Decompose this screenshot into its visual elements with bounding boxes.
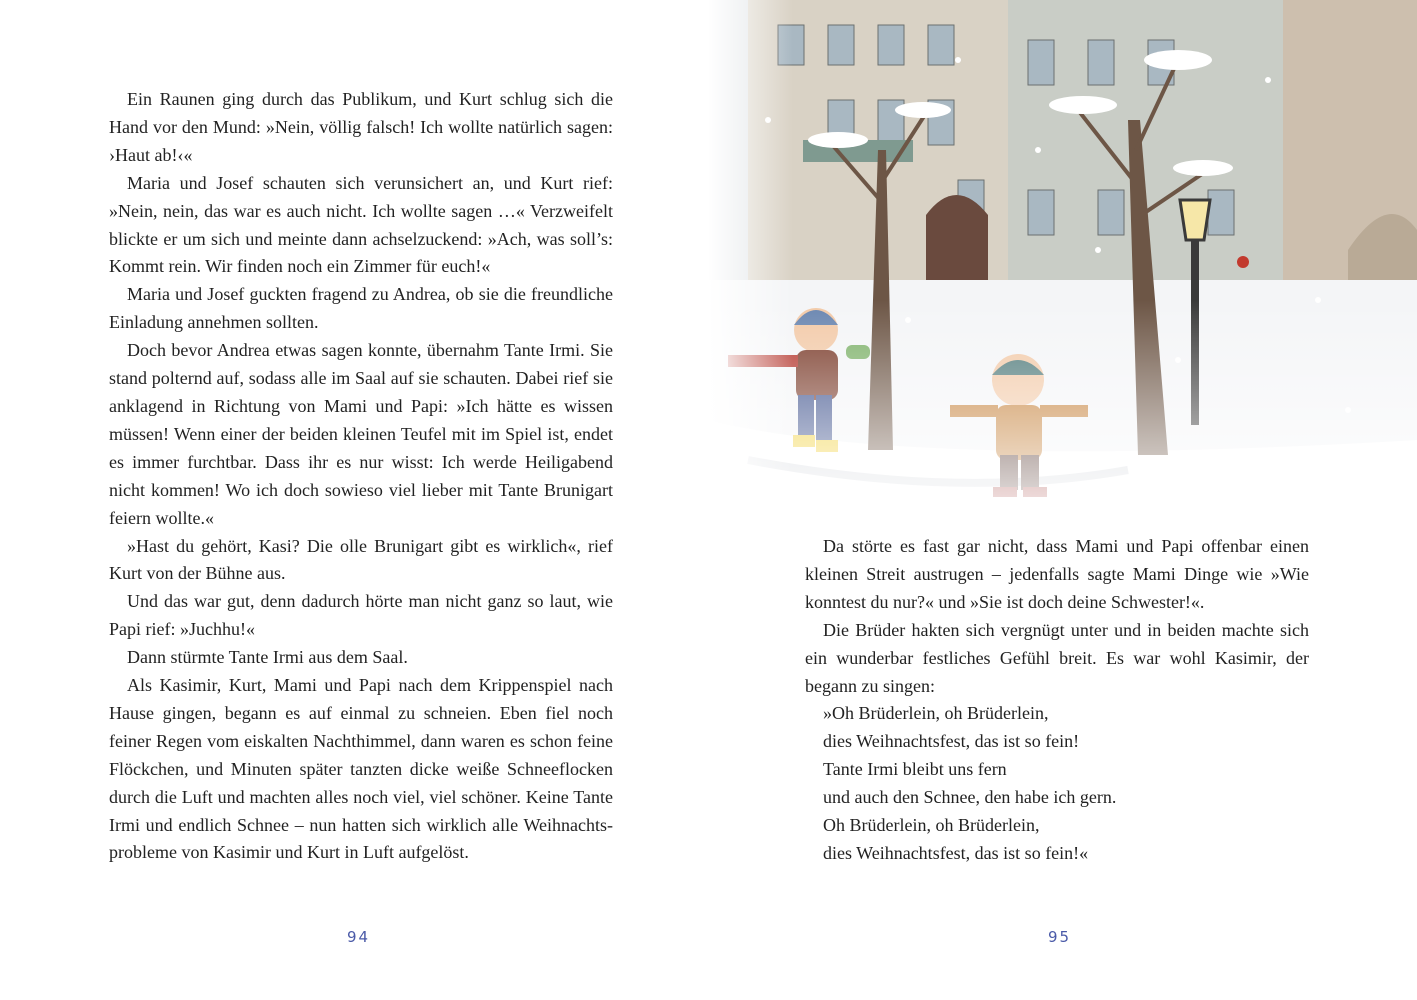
left-page-text: [109, 86, 613, 867]
paragraph: Doch bevor Andrea etwas sagen konnte, übernahm Tante Irmi. Sie stand polternd auf, sodass alle im Saal auf sie schauten. Dabei rief sie anklagend in Richtung von Mami und Papi: »Ich hätte es wissen müssen! Wenn einer der beiden kleinen Teufel mit im Spiel ist, endet es immer furchtbar. Dass ihr es nur wisst: Ich werde Heiligabend nicht kommen! Wo ich doch sowieso viel lieber mit Tante Brunigart feiern wollte.«: [109, 340, 613, 528]
left-page: [0, 0, 708, 1000]
paragraph: Die Brüder hakten sich vergnügt unter und in beiden machte sich ein wunderbar festliches Gefühl breit. Es war wohl Kasimir, der begann zu singen:: [805, 619, 1309, 696]
poem-line: Tante Irmi bleibt uns fern: [823, 759, 1007, 780]
poem-line: und auch den Schnee, den habe ich gern.: [823, 787, 1117, 808]
poem-line: dies Weihnachtsfest, das ist so fein!«: [823, 842, 1089, 863]
paragraph: Dann stürmte Tante Irmi aus dem Saal.: [127, 647, 408, 668]
poem: [805, 700, 1309, 867]
right-page-text: [805, 533, 1309, 868]
right-page: [708, 0, 1417, 1000]
paragraph: »Hast du gehört, Kasi? Die olle Brunigart gibt es wirklich«, rief Kurt von der Bühne aus.: [109, 535, 613, 584]
poem-line: dies Weihnachtsfest, das ist so fein!: [823, 731, 1080, 752]
paragraph: Maria und Josef guckten fragend zu Andrea, ob sie die freundliche Einladung annehmen sollten.: [109, 284, 613, 333]
poem-line: Oh Brüderlein, oh Brüderlein,: [823, 815, 1040, 836]
page-number: 94: [347, 928, 371, 946]
paragraph: Als Kasimir, Kurt, Mami und Papi nach dem Krippenspiel nach Hause gingen, begann es auf einmal zu schneien. Eben fiel noch feiner Regen vom eiskalten Nachthimmel, dann waren es schon feine Flöckchen, und Minuten später tanzten dicke weiße Schneeflocken durch die Luft und machten alles noch viel, viel schöner. Keine Tante Irmi und endlich Schnee – nun hatten sich wirklich alle Weihnachtsprobleme von Kasimir und Kurt in Luft aufgelöst.: [109, 675, 613, 863]
poem-line: »Oh Brüderlein, oh Brüderlein,: [823, 703, 1049, 724]
paragraph: Und das war gut, denn dadurch hörte man nicht ganz so laut, wie Papi rief: »Juchhu!«: [109, 591, 613, 640]
paragraph: Ein Raunen ging durch das Publikum, und Kurt schlug sich die Hand vor den Mund: »Nein, völlig falsch! Ich wollte natürlich sagen: ›Haut ab!‹«: [109, 89, 613, 165]
paragraph: Da störte es fast gar nicht, dass Mami und Papi offenbar einen kleinen Streit austrugen – jedenfalls sagte Mami Dinge wie »Wie konntest du nur?« und »Sie ist doch deine Schwester!«.: [805, 536, 1309, 612]
page-number: 95: [1048, 928, 1072, 946]
paragraph: Maria und Josef schauten sich verunsichert an, und Kurt rief: »Nein, nein, das war es auch nicht. Ich wollte sagen …« Verzweifelt blickte er um sich und meinte dann achselzuckend: »Ach, was soll’s: Kommt rein. Wir finden noch ein Zimmer für euch!«: [109, 172, 613, 277]
snow-scene-illustration: [708, 0, 1417, 540]
